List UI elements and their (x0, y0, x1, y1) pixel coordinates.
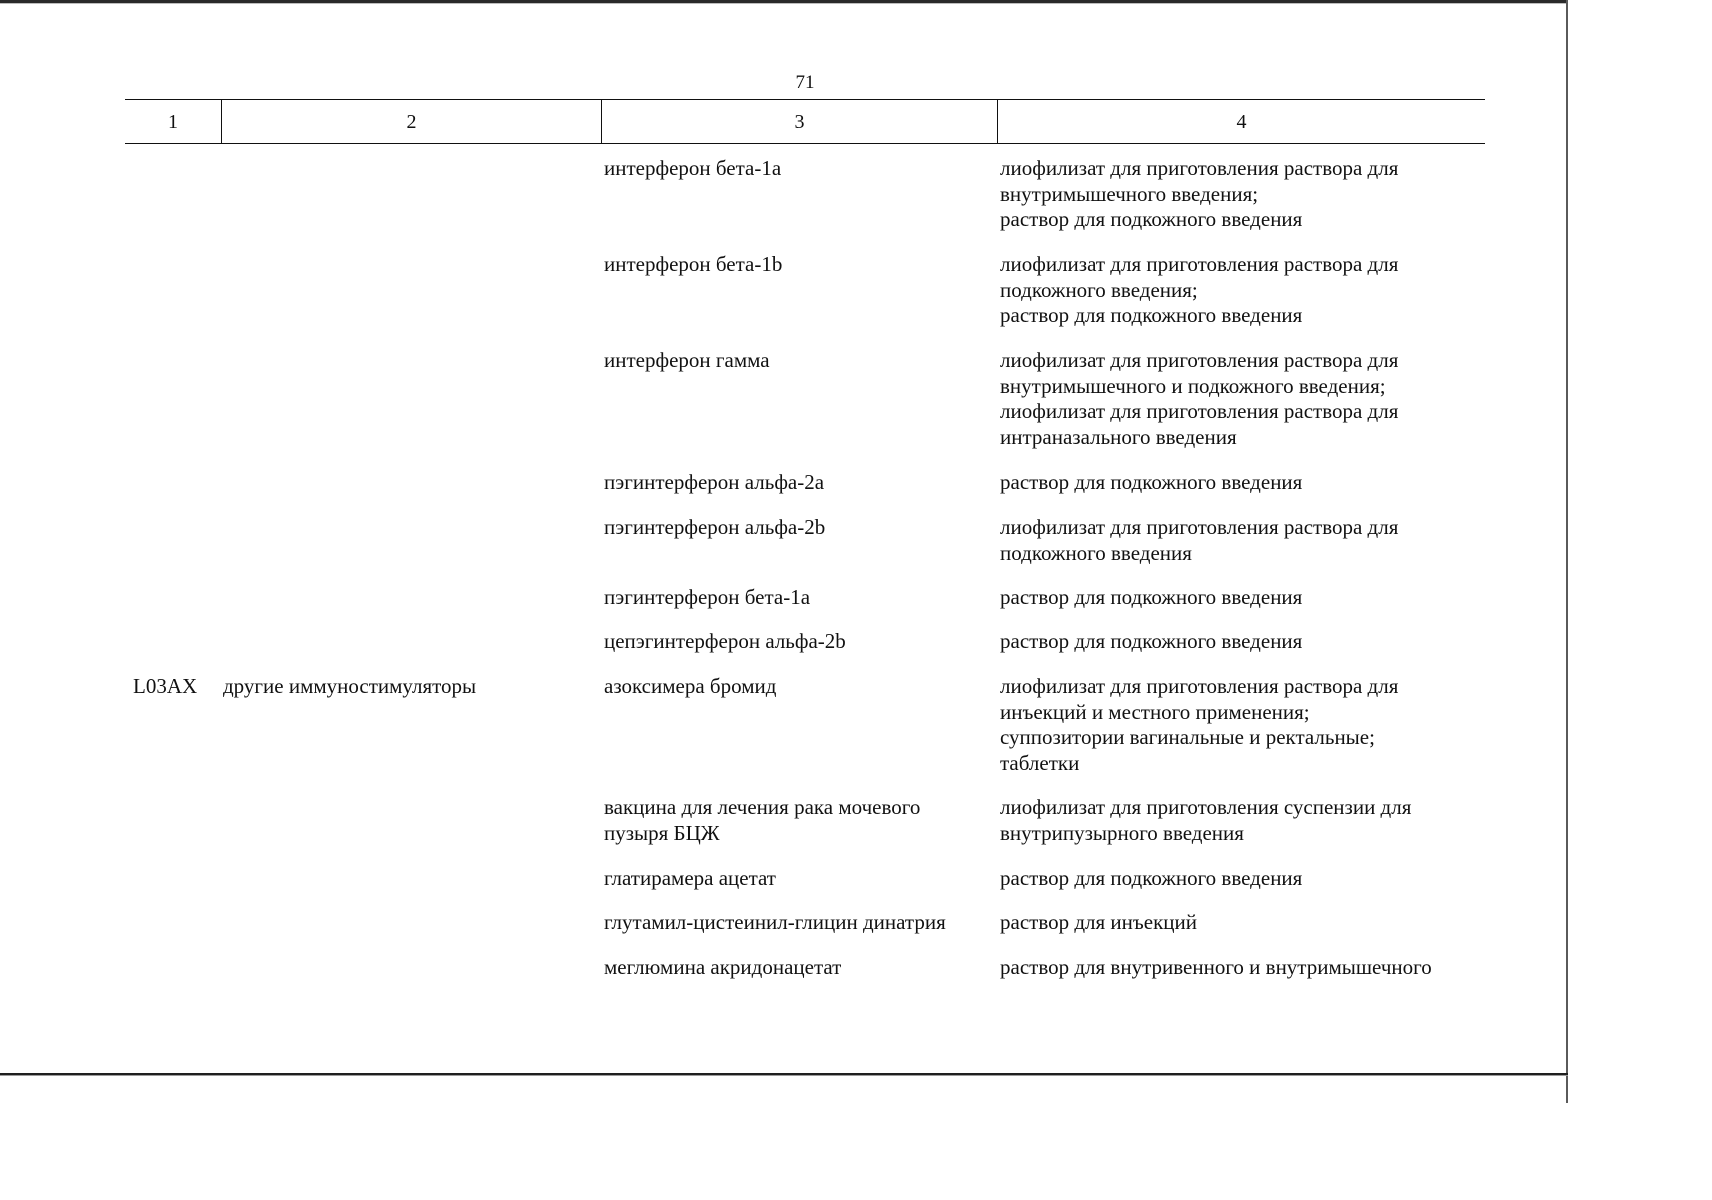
cell-drug (604, 585, 989, 611)
cell-drug (604, 252, 989, 278)
form-line: таблетки (1000, 750, 1080, 775)
drug-line: глутамил-цистеинил-глицин динатрия (604, 910, 946, 934)
cell-forms (1000, 470, 1470, 496)
form-line: раствор для подкожного введения (1000, 207, 1303, 231)
cell-drug (604, 470, 989, 496)
header-col-4: 4 (1236, 111, 1247, 133)
cell-drug (604, 515, 989, 541)
form-line: раствор для инъекций (1000, 910, 1197, 934)
form-line: лиофилизат для приготовления раствора для (1000, 399, 1399, 423)
cell-forms (1000, 156, 1470, 233)
form-line: раствор для внутривенного и внутримышечного (1000, 955, 1432, 979)
drug-line: пэгинтерферон бета-1a (604, 585, 811, 609)
cell-forms (1000, 955, 1470, 981)
cell-drug (604, 910, 989, 936)
cell-forms (1000, 585, 1470, 611)
cell-forms (1000, 515, 1470, 566)
cell-forms (1000, 252, 1470, 329)
header-col-3: 3 (794, 111, 805, 133)
cell-drug (604, 866, 989, 892)
scan-edge-right (1566, 0, 1568, 1103)
page-number: 71 (795, 72, 815, 93)
drug-line: глатирамера ацетат (604, 866, 776, 890)
cell-drug (604, 348, 989, 374)
drug-line: меглюмина акридонацетат (604, 955, 842, 979)
form-line: раствор для подкожного введения (1000, 470, 1303, 494)
cell-forms (1000, 866, 1470, 892)
cell-group: другие иммуностимуляторы (223, 674, 477, 698)
form-line: раствор для подкожного введения (1000, 629, 1303, 653)
form-line: раствор для подкожного введения (1000, 866, 1303, 890)
table-header-bottom-rule (125, 143, 1485, 144)
form-line: внутримышечного введения; (1000, 181, 1259, 206)
form-line: лиофилизат для приготовления раствора для (1000, 674, 1399, 698)
form-line: интраназального введения (1000, 424, 1237, 449)
cell-forms (1000, 348, 1470, 450)
cell-forms (1000, 629, 1470, 655)
form-line: лиофилизат для приготовления раствора для (1000, 515, 1399, 539)
header-col-1: 1 (168, 111, 178, 133)
table-top-rule (125, 99, 1485, 100)
drug-line: пэгинтерферон альфа-2a (604, 470, 825, 494)
scan-edge-top-shadow (0, 3, 1568, 4)
cell-drug (604, 795, 989, 846)
form-line: внутрипузырного введения (1000, 820, 1244, 845)
form-line: лиофилизат для приготовления раствора для (1000, 348, 1399, 372)
cell-forms (1000, 674, 1470, 776)
form-line: лиофилизат для приготовления раствора для (1000, 252, 1399, 276)
drug-line: цепэгинтерферон альфа-2b (604, 629, 846, 653)
drug-line: пэгинтерферон альфа-2b (604, 515, 826, 539)
cell-drug (604, 629, 989, 655)
form-line: лиофилизат для приготовления суспензии для (1000, 795, 1412, 819)
drug-line: пузыря БЦЖ (604, 820, 720, 845)
form-line: суппозитории вагинальные и ректальные; (1000, 725, 1375, 749)
scan-edge-bottom-shadow (0, 1075, 1568, 1076)
form-line: инъекций и местного применения; (1000, 699, 1310, 724)
drug-line: интерферон гамма (604, 348, 770, 372)
drug-line: интерферон бета-1b (604, 252, 783, 276)
form-line: подкожного введения (1000, 540, 1192, 565)
cell-drug (604, 674, 989, 700)
form-line: раствор для подкожного введения (1000, 303, 1303, 327)
form-line: внутримышечного и подкожного введения; (1000, 373, 1386, 398)
drug-line: азоксимера бромид (604, 674, 777, 698)
drug-line: вакцина для лечения рака мочевого (604, 795, 921, 819)
cell-drug (604, 955, 989, 981)
cell-forms (1000, 910, 1470, 936)
drug-line: интерферон бета-1a (604, 156, 782, 180)
form-line: лиофилизат для приготовления раствора для (1000, 156, 1399, 180)
cell-code: L03AX (133, 674, 198, 698)
cell-drug (604, 156, 989, 182)
form-line: подкожного введения; (1000, 277, 1198, 302)
cell-forms (1000, 795, 1470, 846)
form-line: раствор для подкожного введения (1000, 585, 1303, 609)
header-col-2: 2 (406, 111, 417, 133)
